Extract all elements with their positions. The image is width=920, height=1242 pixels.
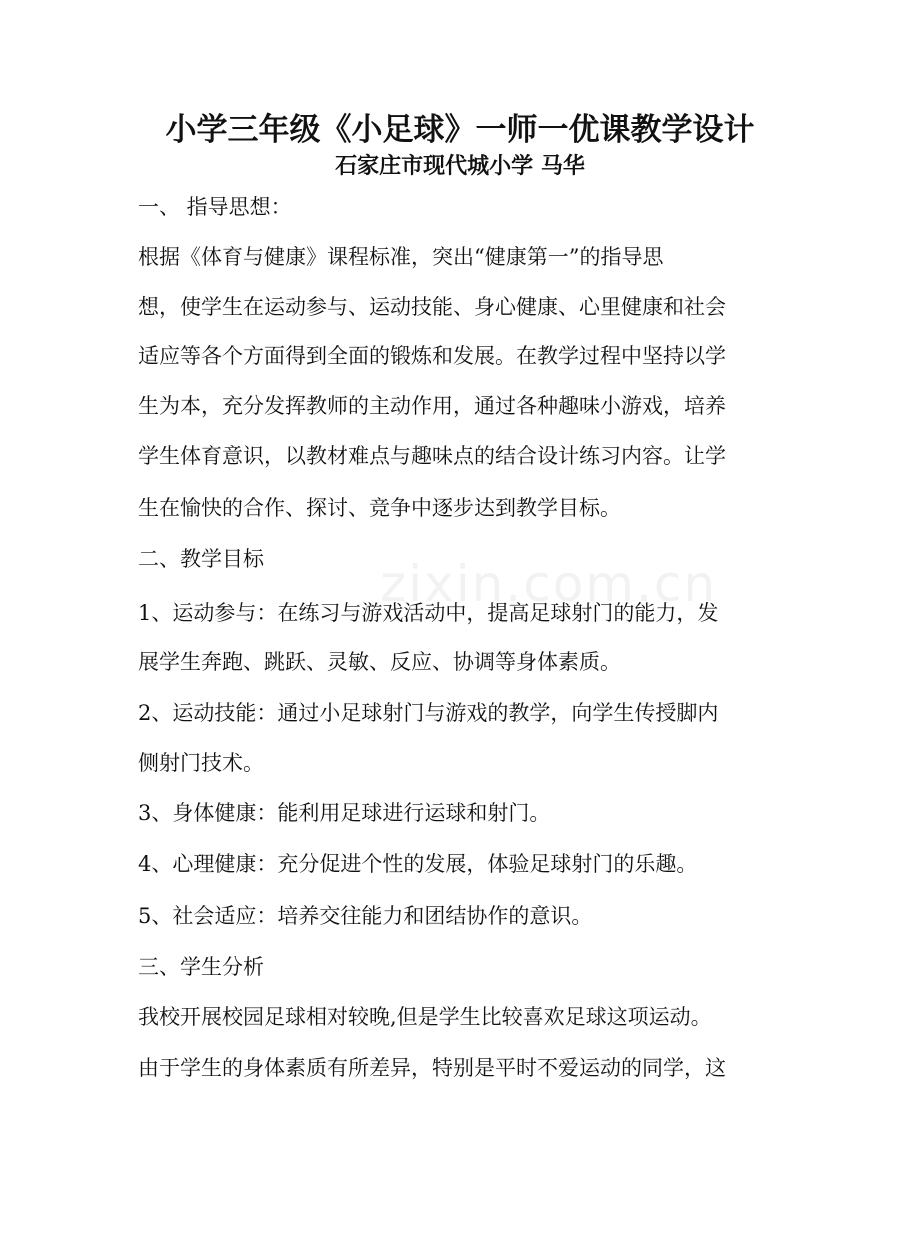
goal-item-line: 侧射门技术。 bbox=[138, 751, 264, 775]
paragraph-line: 生为本，充分发挥教师的主动作用，通过各种趣味小游戏，培养 bbox=[138, 394, 726, 418]
section-heading-student-analysis: 三、学生分析 bbox=[138, 955, 264, 979]
goal-item-line: 展学生奔跑、跳跃、灵敏、反应、协调等身体素质。 bbox=[138, 650, 621, 674]
goal-item-line: 2、运动技能：通过小足球射门与游戏的教学，向学生传授脚内 bbox=[138, 701, 719, 725]
paragraph-line: 想，使学生在运动参与、运动技能、身心健康、心里健康和社会 bbox=[138, 295, 726, 319]
author-line: 石家庄市现代城小学 马华 bbox=[335, 154, 585, 179]
goal-item-line: 5、社会适应：培养交往能力和团结协作的意识。 bbox=[138, 904, 593, 928]
document-title: 小学三年级《小足球》一师一优课教学设计 bbox=[165, 112, 755, 148]
paragraph-line: 我校开展校园足球相对较晚,但是学生比较喜欢足球这项运动。 bbox=[138, 1005, 712, 1029]
paragraph-line: 由于学生的身体素质有所差异，特别是平时不爱运动的同学，这 bbox=[138, 1056, 726, 1080]
paragraph-line: 根据《体育与健康》课程标准，突出“健康第一”的指导思 bbox=[138, 245, 664, 269]
section-heading-teaching-goals: 二、教学目标 bbox=[138, 547, 264, 571]
paragraph-line: 学生体育意识，以教材难点与趣味点的结合设计练习内容。让学 bbox=[138, 444, 726, 468]
paragraph-line: 生在愉快的合作、探讨、竞争中逐步达到教学目标。 bbox=[138, 496, 621, 520]
goal-item-line: 3、身体健康：能利用足球进行运球和射门。 bbox=[138, 801, 551, 825]
watermark: zixin.com.cn bbox=[380, 555, 718, 613]
paragraph-line: 适应等各个方面得到全面的锻炼和发展。在教学过程中坚持以学 bbox=[138, 344, 726, 368]
section-heading-guiding-ideology: 一、 指导思想： bbox=[138, 195, 292, 219]
goal-item-line: 1、运动参与：在练习与游戏活动中，提高足球射门的能力，发 bbox=[138, 601, 719, 625]
goal-item-line: 4、心理健康：充分促进个性的发展，体验足球射门的乐趣。 bbox=[138, 852, 698, 876]
